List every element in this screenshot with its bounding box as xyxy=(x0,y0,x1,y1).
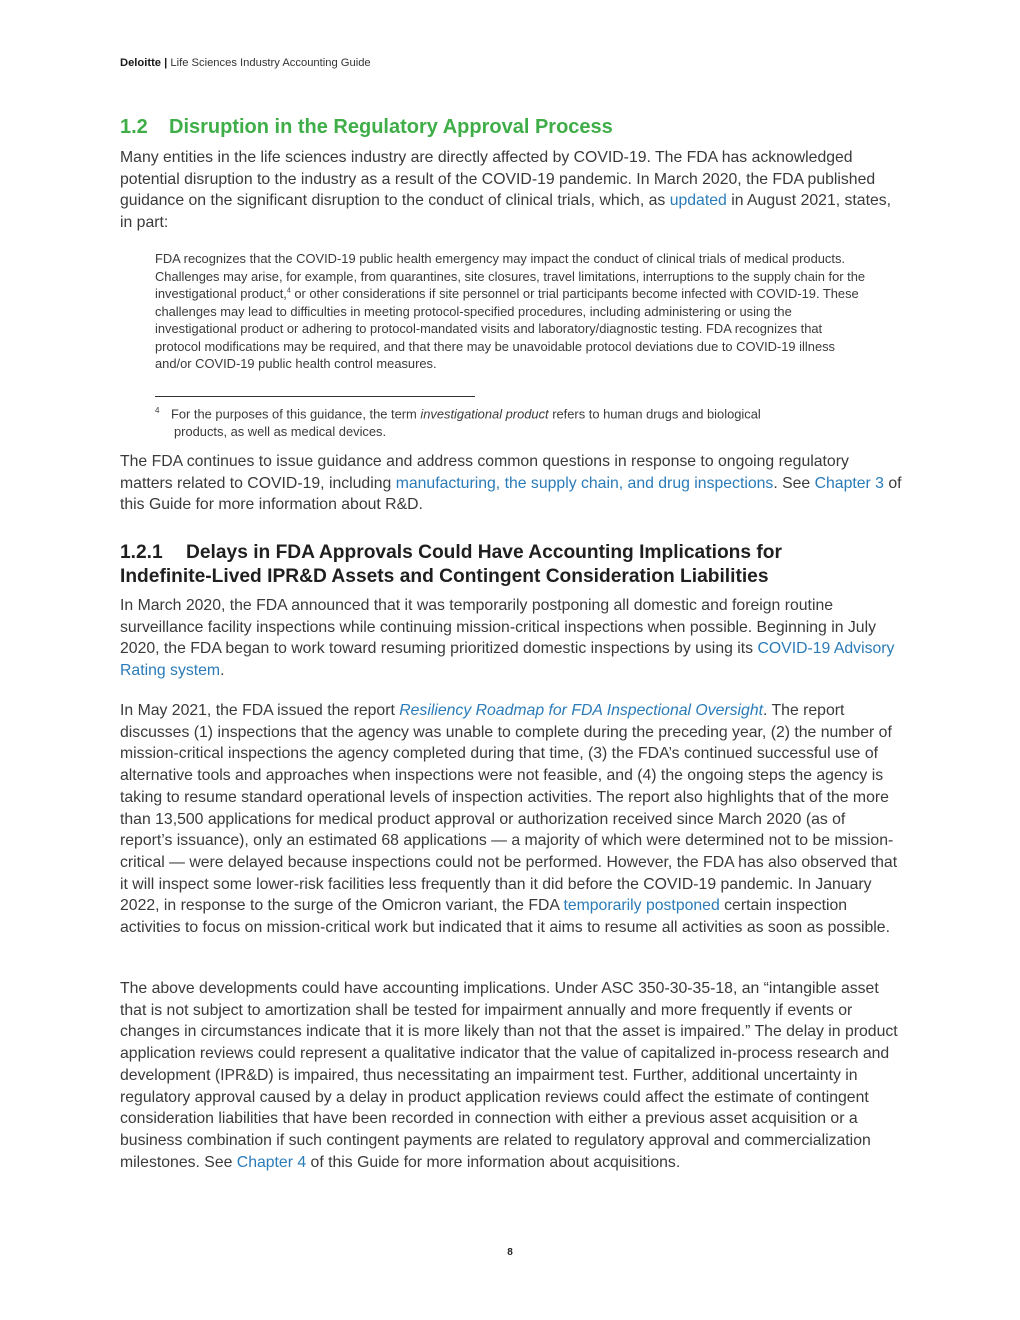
text-run: The above developments could have accounting implications. Under ASC 350-30-35-18, an “intangible asset that is not subject to amortization shall be tested for impairment annually and more frequently if events or changes in circumstances indicate that it is more likely than not that the asset is impaired.” The delay in product application reviews could represent a qualitative indicator that the value of capitalized in-process research and development (IPR&D) is impaired, thus necessitating an impairment test. Further, additional uncertainty in regulatory approval caused by a delay in product application reviews could affect the estimate of contingent consideration liabilities that have been recorded in connection with either a previous asset acquisition or a business combination if such contingent payments are related to regulatory approval and commercialization milestones. See xyxy=(120,980,898,1171)
quote-text: or other considerations if site personnel or trial participants become infected with COVID-19. These challenges may lead to difficulties in meeting protocol-specified procedures, including administering or using the investigational product or adhering to protocol-mandated visits and laboratory/diagnostic testing. FDA recognizes that protocol modifications may be required, and that there may be unavoidable protocol deviations due to COVID-19 illness and/or COVID-19 public health control measures. xyxy=(155,286,859,371)
footnote xyxy=(155,402,867,440)
subsection-title-line1: Delays in FDA Approvals Could Have Accounting Implications for xyxy=(186,542,782,563)
text-run: . xyxy=(220,662,225,680)
text-run: . See xyxy=(773,474,815,492)
subsection-title-line2: Indefinite-Lived IPR&D Assets and Contingent Consideration Liabilities xyxy=(120,565,769,587)
text-run: of this Guide for more information about R&D. xyxy=(120,474,902,514)
text-run: in August 2021, states, in part: xyxy=(120,192,892,232)
footnote-continuation: products, as well as medical devices. xyxy=(174,423,387,439)
text-run: certain inspection activities to focus on mission-critical work but indicated that it aims to resume all activities as soon as possible. xyxy=(120,897,890,937)
text-run: of this Guide for more information about acquisitions. xyxy=(306,1153,681,1171)
subsection-number: 1.2.1 xyxy=(120,542,163,563)
text-run: In March 2020, the FDA announced that it was temporarily postponing all domestic and foreign routine surveillance facility inspections while continuing mission-critical inspections when possible. Beginning in July 2020, the FDA began to work toward resuming prioritized domestic inspections by using its xyxy=(120,597,876,658)
header-title: Life Sciences Industry Accounting Guide xyxy=(170,57,371,69)
section-title: Disruption in the Regulatory Approval Process xyxy=(169,116,613,138)
footnote-text: refers to human drugs and biological xyxy=(548,406,761,422)
footnote-italic-term: investigational product xyxy=(420,406,549,422)
updated-link[interactable]: updated xyxy=(669,192,727,210)
text-run: In May 2021, the FDA issued the report xyxy=(120,702,400,719)
footnote-divider xyxy=(155,396,475,397)
header-separator: | xyxy=(161,57,171,69)
header-brand: Deloitte xyxy=(120,57,162,69)
chapter-3-link[interactable]: Chapter 3 xyxy=(814,474,884,492)
manufacturing-link[interactable]: manufacturing, the supply chain, and drug inspections xyxy=(395,474,774,492)
footnote-reference[interactable]: 4 xyxy=(286,287,291,295)
text-run: Many entities in the life sciences industry are directly affected by COVID-19. The FDA has acknowledged potential disruption to the industry as a result of the COVID-19 pandemic. In March 2020, the FDA published guidance on the significant disruption to the conduct of clinical trials, which, as xyxy=(120,149,876,210)
footnote-mark: 4 xyxy=(155,406,160,415)
fda-guidance-paragraph xyxy=(120,451,902,516)
page-number: 8 xyxy=(507,1247,513,1258)
temporarily-postponed-link[interactable]: temporarily postponed xyxy=(563,897,720,915)
section-number: 1.2 xyxy=(120,116,148,138)
chapter-4-link[interactable]: Chapter 4 xyxy=(236,1153,307,1171)
running-header xyxy=(120,57,371,69)
text-run: . The report discusses (1) inspections that the agency was unable to complete during the preceding year, (2) the number of mission-critical inspections the agency completed during that time, (3) the FDA’s continued successful use of alternative tools and approaches when inspections were not feasible, and (4) the ongoing steps the agency is taking to resume standard operational levels of inspection activities. The report also highlights that of the more than 13,500 applications for medical product approval or authorization received since March 2020 (as of report’s issuance), only an estimated 68 applications — a majority of which were determined not to be mission-critical — were delayed because inspections could not be performed. However, the FDA has also observed that it will inspect some lower-risk facilities less frequently than it did before the COVID-19 pandemic. In January 2022, in response to the surge of the Omicron variant, the FDA xyxy=(120,702,898,915)
section-heading-1-2 xyxy=(120,116,613,139)
block-quote xyxy=(155,250,867,373)
section-heading-1-2-1 xyxy=(120,541,902,588)
footnote-text: For the purposes of this guidance, the term xyxy=(171,406,421,422)
quote-text: FDA recognizes that the COVID-19 public health emergency may impact the conduct of clinical trials of medical products. Challenges may arise, for example, from quarantines, site closures, travel limitations, interruptions to the supply chain for the investigational product, xyxy=(155,251,866,301)
text-run: The FDA continues to issue guidance and address common questions in response to ongoing regulatory matters related to COVID-19, including xyxy=(120,453,849,492)
inspections-paragraph xyxy=(120,595,902,682)
intro-paragraph xyxy=(120,147,902,234)
advisory-rating-link[interactable]: COVID-19 Advisory Rating system xyxy=(120,640,895,680)
accounting-implications-paragraph xyxy=(120,978,902,1173)
resiliency-roadmap-paragraph xyxy=(120,700,902,939)
resiliency-roadmap-link[interactable]: Resiliency Roadmap for FDA Inspectional Oversight xyxy=(399,702,764,719)
